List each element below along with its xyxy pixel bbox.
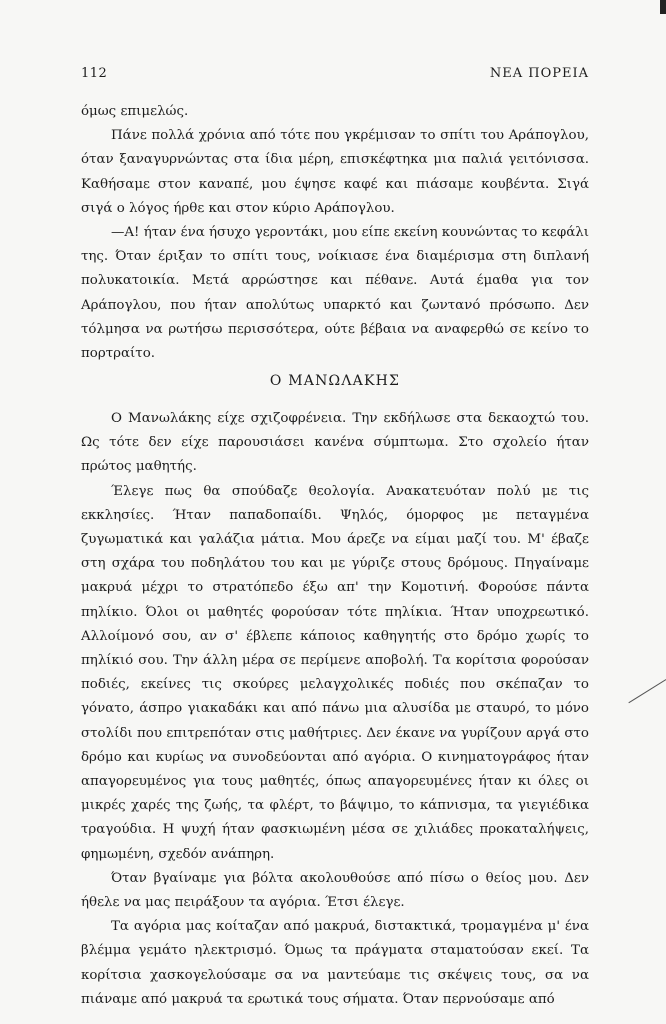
page-number: 112 xyxy=(81,66,108,81)
continued-text xyxy=(81,100,589,366)
paragraph: Ο Μανωλάκης είχε σχιζοφρένεια. Την εκδήλωσε στα δεκαοχτώ του. Ως τότε δεν είχε παρουσιάσει κανένα σύμπτωμα. Στο σχολείο ήταν πρώτος μαθητής. xyxy=(81,411,589,475)
scan-edge-line xyxy=(628,679,666,703)
section-body xyxy=(81,407,589,1012)
paragraph: όμως επιμελώς. xyxy=(81,104,189,119)
page-header xyxy=(81,66,589,86)
paragraph: Τα αγόρια μας κοίταζαν από μακρυά, διστακτικά, τρομαγμένα μ' ένα βλέμμα γεμάτο ηλεκτρισμό. Όμως τα πράγματα σταματούσαν εκεί. Τα κορίτσια χασκογελούσαμε σα να μαντεύαμε τις σκέψεις τους, σα να πιάναμε από μακρυά τα ερωτικά τους σήματα. Όταν περνούσαμε από xyxy=(81,919,589,1007)
running-head: ΝΕΑ ΠΟΡΕΙΑ xyxy=(489,66,589,81)
paragraph: Πάνε πολλά χρόνια από τότε που γκρέμισαν το σπίτι του Αράπογλου, όταν ξαναγυρνώντας στα ίδια μέρη, επισκέφτηκα μια παλιά γειτόνισσα. Καθήσαμε στον καναπέ, μου έψησε καφέ και πιάσαμε κουβέντα. Σιγά σιγά ο λόγος ήρθε και στον κύριο Αράπογλου. xyxy=(81,128,589,216)
scan-edge-mark xyxy=(660,0,666,14)
paragraph: Όταν βγαίναμε για βόλτα ακολουθούσε από πίσω ο θείος μου. Δεν ήθελε να μας πειράξουν τα αγόρια. Έτσι έλεγε. xyxy=(81,870,589,911)
section-title: Ο ΜΑΝΩΛΑΚΗΣ xyxy=(269,373,401,389)
paragraph: —Α! ήταν ένα ήσυχο γεροντάκι, μου είπε εκείνη κουνώντας το κεφάλι της. Όταν έριξαν το σπίτι τους, νοίκιασε ένα διαμέρισμα στη διπλανή πολυκατοικία. Μετά αρρώστησε και πέθανε. Αυτά έμαθα για τον Αράπογλου, που ήταν απολύτως υπαρκτό και ζωντανό πρόσωπο. Δεν τόλμησα να ρωτήσω περισσότερα, ούτε βέβαια να αναφερθώ σε κείνο το πορτραίτο. xyxy=(81,225,589,362)
paragraph: Έλεγε πως θα σπούδαζε θεολογία. Ανακατευόταν πολύ με τις εκκλησίες. Ήταν παπαδοπαίδι. Ψηλός, όμορφος με πεταγμένα ζυγωματικά και γαλάζια μάτια. Μου άρεζε να είμαι μαζί του. Μ' έβαζε στη σχάρα του ποδηλάτου του και με γύριζε στους δρόμους. Πηγαίναμε μακρυά μέχρι το στρατόπεδο έξω απ' την Κομοτινή. Φορούσε πάντα πηλίκιο. Όλοι οι μαθητές φορούσαν τότε πηλίκια. Ήταν υποχρεωτικό. Αλλοίμονό σου, αν σ' έβλεπε κάποιος καθηγητής στο δρόμο χωρίς το πηλίκιό σου. Την άλλη μέρα σε περίμενε αποβολή. Τα κορίτσια φορούσαν ποδιές, εκείνες τις σκούρες μελαγχολικές ποδιές που σκέπαζαν το γόνατο, άσπρο γιακαδάκι και από πάνω μια αλυσίδα με σταυρό, το μόνο στολίδι που επιτρεπόταν στις μαθήτριες. Δεν έκανε να γυρίζουν αργά στο δρόμο και κυρίως να συνοδεύονται από αγόρια. Ο κινηματογράφος ήταν απαγορευμένος για τους μαθητές, όπως απαγορευμένες ήταν κι όλες οι μικρές χαρές της ζωής, τα φλέρτ, το βάψιμο, το κάπνισμα, τα γιεγιέδικα τραγούδια. Η ψυχή ήταν φασκιωμένη μέσα σε χιλιάδες προκαταλήψεις, φημωμένη, σχεδόν ανάπηρη. xyxy=(81,483,589,862)
